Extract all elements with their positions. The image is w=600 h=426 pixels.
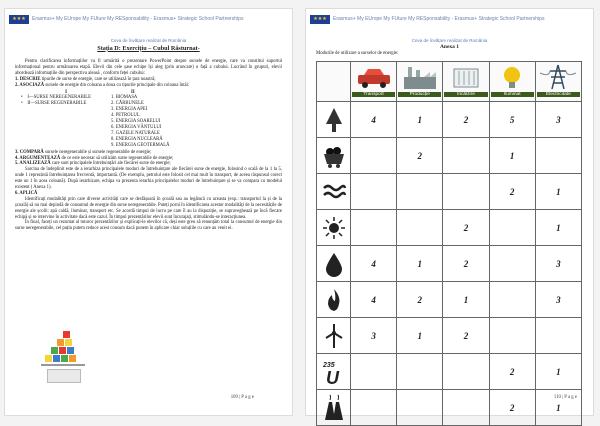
eu-flag-icon: ★★★ xyxy=(310,15,330,24)
source-item: 7. GAZELE NATURALE xyxy=(111,130,160,136)
instructions-body xyxy=(15,59,282,232)
heater-icon xyxy=(446,63,486,91)
step-6-paragraph: Identificați modalități prin care diverse activități care se desfășoară în școală sau au legătură cu aceasta (exp.: transportul la și de la școală) să nu mai depindă de consumul de energie din surse neregenerabile. Puteți porni în identificarea acestor modalități de la necesitățile de energie ale școlii: apă caldă, iluminat, transport etc. Se acordă timpul de lucru pe care îl au la dispoziție, se supraveghează pe încă fiecare echipă și se intervine în activitate dacă este cazul. În timpul prezentărilor elevii sunt încurajați, stimulându-se interacțiunea. xyxy=(15,196,282,220)
gas-flame-icon xyxy=(321,286,347,314)
page-109 xyxy=(4,8,293,416)
tree-icon xyxy=(321,106,347,134)
step-2: 2. ASOCIAZĂ sursele de energie din coloana a doua cu tipurile principale din coloana întâi: xyxy=(15,82,190,88)
factory-icon xyxy=(400,63,440,91)
step-1: 1. DESCRIE tipurile de surse de energie, care se utilizează în țara noastră; xyxy=(15,76,156,82)
svg-text:235: 235 xyxy=(322,361,335,369)
water-wave-icon xyxy=(321,178,347,206)
uranium-icon xyxy=(321,358,347,386)
station-title: Stația D: Exercițiu – Cubul Răsturnat- xyxy=(97,45,200,52)
annex-subtitle: Modurile de utilizare a surselor de energie: xyxy=(316,51,399,56)
use-header: Electricitate xyxy=(535,62,581,102)
source-item: 1. BIOMASA xyxy=(111,95,138,101)
type-item: • II—SURSE REGENERABILE xyxy=(21,101,87,107)
hierarchy-pyramid-image xyxy=(41,331,91,387)
association-columns xyxy=(15,90,282,149)
source-item: 3. ENERGIA APEI xyxy=(111,107,148,113)
step-3: 3. COMPARĂ sursele neregenerabile și sursele regenerabile de energie; xyxy=(15,149,152,155)
page-110 xyxy=(305,8,594,416)
final-paragraph: În final, faceți un rezumat al tuturor prezentărilor și explicați-le elevilor că, deși este greu să renunțăm total la consumul de energie din surse neregenerabile, cel puțin putem reduce acest consum dacă punem în aplicare chiar soluțiile cu care au venit ei. xyxy=(15,220,282,232)
sun-icon xyxy=(321,214,347,242)
step-6: 6. APLICĂ xyxy=(15,190,38,196)
source-row: 235 U 2 1 xyxy=(317,354,582,390)
lamp-icon xyxy=(492,63,532,91)
source-row: 2 1 xyxy=(317,138,582,174)
uses-header-row xyxy=(317,62,582,102)
source-row: 4 1 2 3 xyxy=(317,246,582,282)
page-number: 109 | P a g e xyxy=(230,395,254,400)
intro-paragraph: Pentru clarificarea informațiilor va fi urmărită o prezentare PowerPoint despre sursele de energie, care va constitui suportul informațional pentru următoarea etapă. Elevii din cele șase echipe își aleg (prin aruncare) o față a cubului. Lucrând în grupuri, elevii abordează informațiile din perspectiva aleasă , conform feței cubului: xyxy=(15,59,282,76)
source-item: 4. PETROLUL xyxy=(111,113,140,119)
page-header xyxy=(310,13,589,25)
source-item: 5. ENERGIA SOARELUI xyxy=(111,119,161,125)
use-header: Transport xyxy=(351,62,397,102)
coal-cart-icon xyxy=(321,142,347,170)
step-4: 4. ARGUMENTEAZĂ de ce este necesar să utilizăm surse regenerabile de energie; xyxy=(15,155,174,161)
svg-text:U: U xyxy=(325,367,339,386)
column-types: I • I—SURSE NEREGENERABILE • II—SURSE REGENERABILE xyxy=(15,90,111,149)
eu-flag-icon: ★★★ xyxy=(9,15,29,24)
source-item: 8. ENERGIA NUCLEARĂ xyxy=(111,136,163,142)
annex-title: Anexa 1 xyxy=(439,44,460,50)
use-header: Iluminat xyxy=(489,62,535,102)
source-item: 6. ENERGIA VÂNTULUI xyxy=(111,124,162,130)
source-item: 2. CĂRBUNELE xyxy=(111,101,144,107)
step-5-paragraph: Sarcina de îndeplinit este de a ierarhiza principalele moduri de întrebuințare ale fiecărei surse de energie, folosind o scală de la 1 la 5, unde 1 reprezintă întrebuințarea frecventă, importantă. (De exemplu, petrolul este folosit cel mai mult în transport, de aceea răspunsul corect este un 1 în acea coloană). După ierarhizare, echipa va prezenta ierarhia principalelor moduri de întrebuințare și se va compara cu modelul existent ( Anexa 1). xyxy=(15,167,282,191)
wind-turbine-icon xyxy=(321,322,347,350)
corner-cell xyxy=(317,62,351,102)
column-sources: II 1. BIOMASA 2. CĂRBUNELE 3. ENERGIA APEI 4. PETROLUL 5. ENERGIA SOARELUI 6. ENERGIA VÂNTULUI 7. GAZELE NATURALE 8. ENERGIA NUCLEARĂ 9. ENERGIA GEOTERMALĂ xyxy=(111,90,282,149)
project-title: Erasmus+ My EUrope My FUture My RESponsability - Erasmus+ Strategic School Partnerships xyxy=(32,16,244,22)
oil-drop-icon xyxy=(321,250,347,278)
project-title: Erasmus+ My EUrope My FUture My RESponsability - Erasmus+ Strategic School Partnerships xyxy=(333,16,545,22)
source-row: 3 1 2 xyxy=(317,318,582,354)
source-row: 4 1 2 5 3 xyxy=(317,102,582,138)
type-item: • I—SURSE NEREGENERABILE xyxy=(21,95,92,101)
power-pylon-icon xyxy=(538,63,578,91)
source-item: 9. ENERGIA GEOTERMALĂ xyxy=(111,142,170,148)
source-row: 2 1 xyxy=(317,210,582,246)
car-icon xyxy=(354,63,394,91)
source-row: 2 1 xyxy=(317,390,582,426)
source-row: 2 1 xyxy=(317,174,582,210)
page-number: 110 | P a g e xyxy=(553,395,577,400)
page-subheader: Ceva de învățare realizat de România xyxy=(110,38,187,43)
use-header: Încălzire xyxy=(443,62,489,102)
energy-use-matrix xyxy=(316,61,582,426)
geothermal-icon xyxy=(321,394,347,422)
use-header: Producție xyxy=(397,62,443,102)
page-subheader: Ceva de învățare realizat de România xyxy=(411,38,488,43)
source-row: 4 2 1 3 xyxy=(317,282,582,318)
page-header xyxy=(9,13,288,25)
step-5: 5. ANALIZEAZĂ care sunt principalele întrebuințări ale fiecărei surse de energie; xyxy=(15,161,171,167)
